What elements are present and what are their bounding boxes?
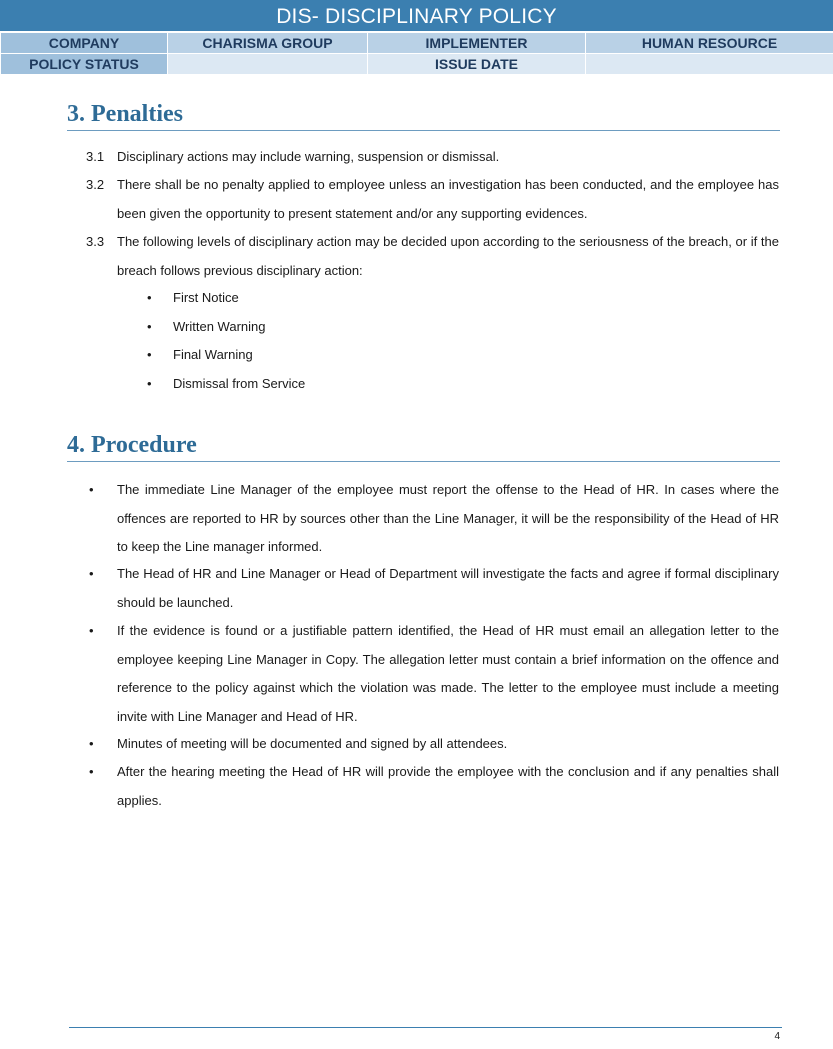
company-value: CHARISMA GROUP xyxy=(168,33,368,54)
bullet-icon: • xyxy=(147,376,152,391)
penalty-item: There shall be no penalty applied to employee unless an investigation has been conducted, and the employee has been given the opportunity to present statement and/or any supporting evidences. xyxy=(117,177,779,221)
procedure-heading: 4. Procedure xyxy=(67,430,780,462)
footer-divider xyxy=(69,1027,782,1028)
item-number: 3.3 xyxy=(86,234,105,249)
item-number: 3.2 xyxy=(86,177,105,192)
bullet-icon: • xyxy=(89,482,94,497)
procedure-item: After the hearing meeting the Head of HR will provide the employee with the conclusion and if any penalties shall applies. xyxy=(117,764,779,808)
implementer-value: HUMAN RESOURCE xyxy=(586,33,833,54)
policy-status-label: POLICY STATUS xyxy=(1,54,168,75)
policy-status-value xyxy=(168,54,368,75)
level-item: Final Warning xyxy=(173,347,253,362)
procedure-item: The Head of HR and Line Manager or Head of Department will investigate the facts and agree if formal disciplinary should be launched. xyxy=(117,566,779,610)
bullet-icon: • xyxy=(147,319,152,334)
penalty-item: Disciplinary actions may include warning, suspension or dismissal. xyxy=(117,149,500,164)
bullet-icon: • xyxy=(147,347,152,362)
bullet-icon: • xyxy=(89,764,94,779)
bullet-icon: • xyxy=(89,623,94,638)
procedure-item: Minutes of meeting will be documented and signed by all attendees. xyxy=(117,736,508,751)
penalties-heading: 3. Penalties xyxy=(67,99,780,131)
page-number: 4 xyxy=(774,1031,780,1042)
bullet-icon: • xyxy=(147,290,152,305)
procedure-item: The immediate Line Manager of the employee must report the offense to the Head of HR. In cases where the offences are reported to HR by sources other than the Line Manager, it will be the responsibility of the Head of HR to keep the Line manager informed. xyxy=(117,482,779,554)
item-number: 3.1 xyxy=(86,149,105,164)
bullet-icon: • xyxy=(89,566,94,581)
procedure-item: If the evidence is found or a justifiable pattern identified, the Head of HR must email an allegation letter to the employee keeping Line Manager in Copy. The allegation letter must contain a brief information on the offence and reference to the policy against which the violation was made. The letter to the employee must include a meeting invite with Line Manager and Head of HR. xyxy=(117,623,779,724)
level-item: Written Warning xyxy=(173,319,266,334)
policy-title: DIS- DISCIPLINARY POLICY xyxy=(0,0,833,31)
policy-info-table xyxy=(0,32,833,75)
issue-date-label: ISSUE DATE xyxy=(368,54,586,75)
level-item: First Notice xyxy=(173,290,239,305)
penalty-item: The following levels of disciplinary action may be decided upon according to the seriousness of the breach, or if the breach follows previous disciplinary action: xyxy=(117,234,779,278)
bullet-icon: • xyxy=(89,736,94,751)
level-item: Dismissal from Service xyxy=(173,376,306,391)
issue-date-value xyxy=(586,54,833,75)
company-label: COMPANY xyxy=(1,33,168,54)
implementer-label: IMPLEMENTER xyxy=(368,33,586,54)
